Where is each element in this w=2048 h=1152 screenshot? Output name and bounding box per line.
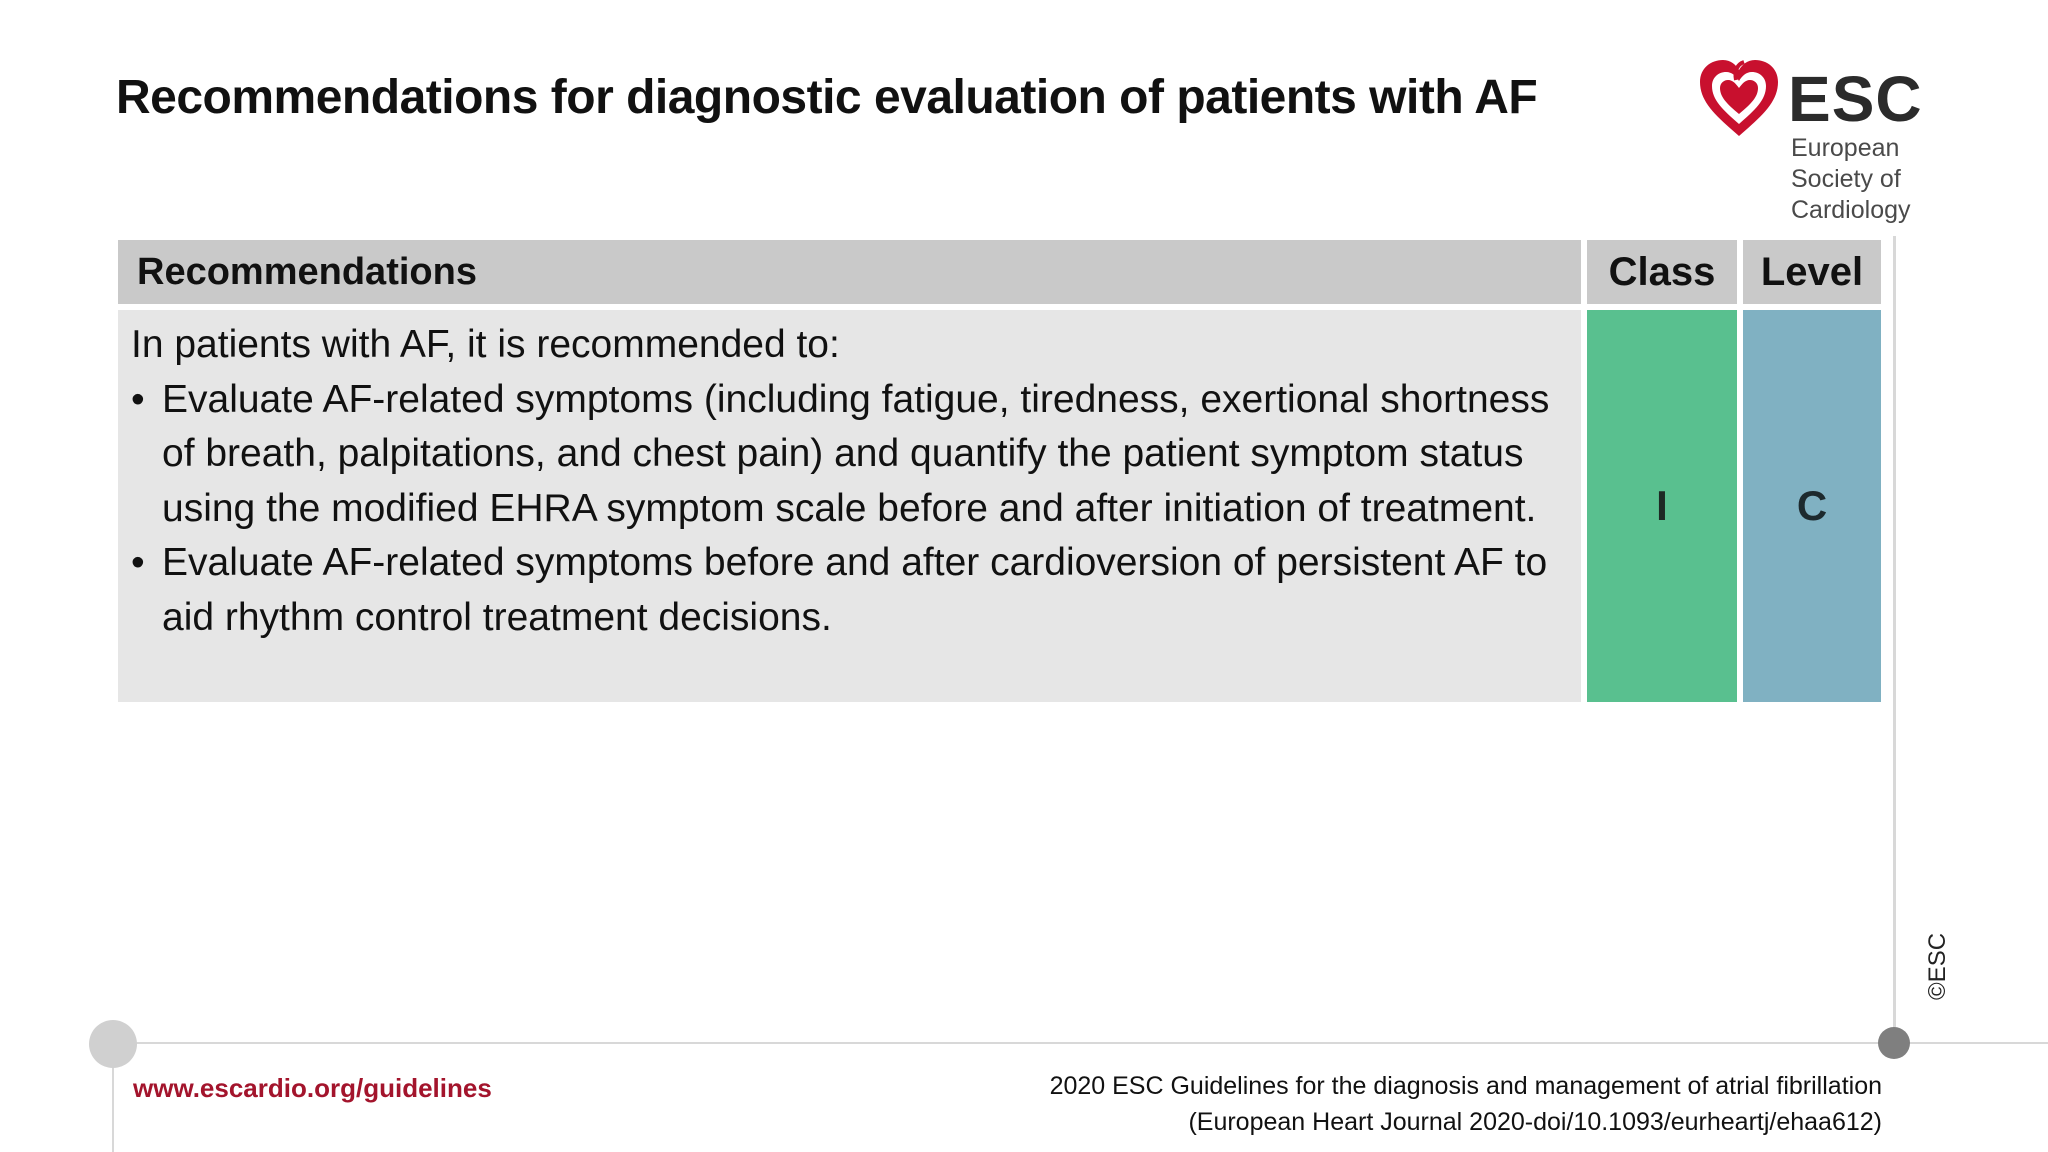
class-value-cell: I xyxy=(1587,310,1737,702)
footer-right-dot xyxy=(1878,1027,1910,1059)
esc-logo xyxy=(1696,56,1936,224)
right-divider xyxy=(1893,236,1896,1042)
header-recommendations: Recommendations xyxy=(118,240,1581,304)
level-value-cell: C xyxy=(1743,310,1881,702)
citation-line-2: (European Heart Journal 2020-doi/10.1093/eurheartj/ehaa612) xyxy=(1188,1108,1882,1136)
footer-left-dot xyxy=(89,1020,137,1068)
logo-subtitle: European Society of Cardiology xyxy=(1791,134,1911,224)
heart-icon xyxy=(1696,56,1782,142)
slide-title: Recommendations for diagnostic evaluation of patients with AF xyxy=(116,71,1538,124)
bullet-marker: • xyxy=(131,541,145,584)
recommendation-text-cell xyxy=(118,310,1581,702)
bullet-text: Evaluate AF-related symptoms before and after cardioversion of persistent AF to aid rhythm control treatment decisions. xyxy=(162,541,1548,639)
recommendation-intro: In patients with AF, it is recommended to: xyxy=(131,323,840,366)
citation-line-1: 2020 ESC Guidelines for the diagnosis and management of atrial fibrillation xyxy=(1049,1072,1882,1100)
recommendation-bullet xyxy=(131,536,1551,645)
header-class: Class xyxy=(1587,240,1737,304)
citation xyxy=(1050,1068,1882,1140)
recommendation-bullet xyxy=(131,373,1551,537)
footer-divider xyxy=(112,1042,2048,1044)
bullet-text: Evaluate AF-related symptoms (including fatigue, tiredness, exertional shortness of breath, palpitations, and chest pain) and quantify the patient symptom status using the modified EHRA symptom scale before and after initiation of treatment. xyxy=(162,377,1550,530)
bullet-marker: • xyxy=(131,377,145,421)
logo-wordmark: ESC xyxy=(1788,63,1923,135)
copyright-label: ©ESC xyxy=(1924,932,1951,1000)
header-level: Level xyxy=(1743,240,1881,304)
website-link[interactable]: www.escardio.org/guidelines xyxy=(133,1073,492,1103)
